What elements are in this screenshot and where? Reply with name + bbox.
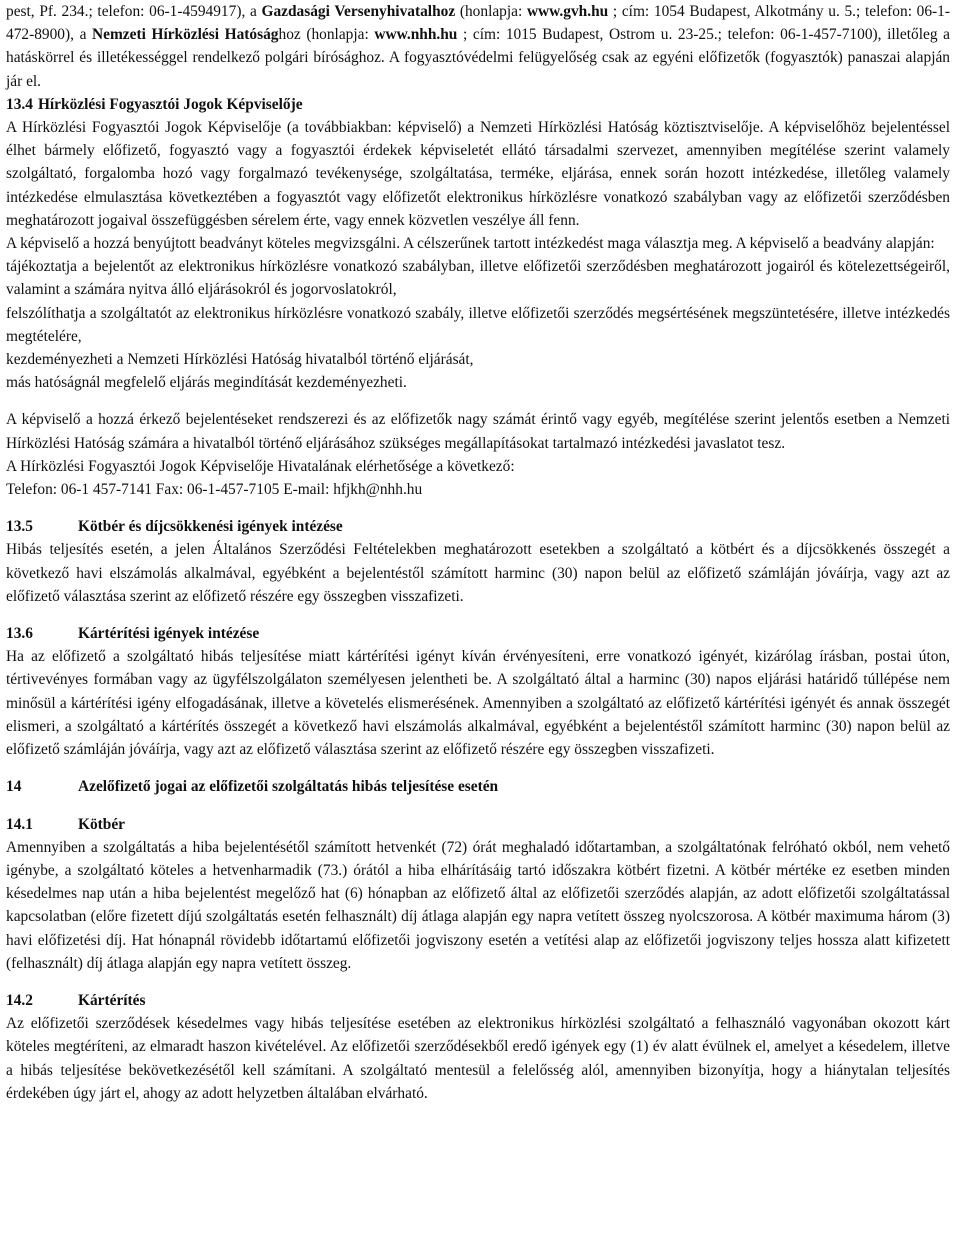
section-13-4-paragraph-3: A képviselő a hozzá érkező bejelentéseket rendszerezi és az előfizetők nagy számát érintő vagy egyéb, megítélése szerint jelentős esetben a Nemzeti Hírközlési Hatóság számára a hivatalból történő eljárásához szükséges megállapításokat tartalmazó intézkedési javaslatot tesz. bbox=[6, 411, 950, 452]
list-item: felszólíthatja a szolgáltatót az elektronikus hírközlésre vonatkozó szabály, illetve előfizetői szerződés megsértésének megszüntetésére, illetve intézkedés megtételére, bbox=[6, 304, 950, 345]
section-number: 14.2 bbox=[6, 991, 33, 1009]
section-title: Kötbér és díjcsökkenési igények intézése bbox=[78, 518, 343, 536]
section-13-4-paragraph-2: A képviselő a hozzá benyújtott beadványt köteles megvizsgálni. A célszerűnek tartott intézkedést maga választja meg. A képviselő a beadvány alapján: bbox=[6, 235, 935, 253]
nhh-name: Nemzeti Hírközlési Hatóság bbox=[92, 26, 279, 44]
nhh-link[interactable]: www.nhh.hu bbox=[374, 26, 458, 44]
section-13-5-heading bbox=[6, 515, 950, 538]
intro-text-2: (honlapja: bbox=[455, 3, 527, 20]
section-13-4-paragraph-4: A Hírközlési Fogyasztói Jogok Képviselője Hivatalának elérhetősége a következő: bbox=[6, 457, 515, 475]
section-number: 14.1 bbox=[6, 815, 33, 833]
list-item: más hatóságnál megfelelő eljárás megindítását kezdeményezheti. bbox=[6, 374, 407, 392]
section-13-6-heading bbox=[6, 622, 950, 645]
section-title: Kártérítés bbox=[78, 991, 146, 1009]
intro-text-1: pest, Pf. 234.; telefon: 06-1-4594917), a bbox=[6, 3, 262, 20]
list-item: tájékoztatja a bejelentőt az elektronikus hírközlésre vonatkozó szabályban, illetve előfizetői szerződésben meghatározott jogairól és kötelezettségeiről, valamint a számára nyitva álló eljárásokról és jogorvoslatokról, bbox=[6, 258, 950, 299]
section-13-6-paragraph: Ha az előfizető a szolgáltató hibás teljesítése miatt kártérítési igényt kíván érvényesíteni, erre vonatkozó igényét, kizárólag írásban, postai úton, tértivevényes formában vagy az ügyfélszolgálaton személyesen jelentheti be. A szolgáltató által a harminc (30) napos eljárási határidő túllépése nem minősül a kártérítési igény elfogadásának, illetve a követelés elismerésének. Amennyiben a szolgáltató az előfizető kártérítési igényét és annak összegét elismeri, a szolgáltató a kártérítés összegét a következő havi elszámolás alkalmával, egyébként a bejelentéstől számított harminc (30) napon belül az előfizető számláján jóváírja, vagy azt az előfizető választása szerint az előfizető részére egy összegben visszafizeti. bbox=[6, 648, 950, 759]
intro-text-3: ; cím: 1054 Budapest, Alkotmány u. 5.; telefon: 06-1-472-8900), a bbox=[6, 3, 950, 44]
intro-paragraph bbox=[6, 0, 950, 93]
section-13-4-heading bbox=[6, 93, 950, 116]
section-title: Kártérítési igények intézése bbox=[78, 625, 260, 643]
section-13-5-paragraph: Hibás teljesítés esetén, a jelen Általános Szerződési Feltételekben meghatározott esetekben a szolgáltató a kötbért és a díjcsökkenés összegét a következő havi elszámolás alkalmával, egyébként a bejelentéstől számított harminc (30) napon belül az előfizető számláján jóváírja, vagy azt az előfizető választása szerint az előfizető részére egy összegben visszafizeti. bbox=[6, 541, 950, 605]
section-14-1-paragraph: Amennyiben a szolgáltatás a hiba bejelentésétől számított hetvenkét (72) órát meghaladó időtartamban, a szolgáltatónak felróható okból, nem vehető igénybe, a szolgáltató köteles a hetvenharmadik (73.) órától a hiba elhárításáig tartó időszakra kötbért fizetni. A kötbér mértéke ez esetben minden késedelmes nap után a hiba bejelentést megelőző hat (6) hónapban az előfizető által az előfizetői szerződés alapján, az adott előfizetői szolgáltatással kapcsolatban (előre fizetett díjú szolgáltatás esetén felhasznált) díj átlaga alapján egy napra vetített összeg nyolcszorosa. A kötbér maximuma három (3) havi előfizetési díj. Hat hónapnál rövidebb időtartamú előfizetői jogviszony esetén a vetítési alap az előfizetői jogviszony teljes hossza alatt kifizetett (felhasznált) díj átlaga alapján egy napra vetített összeg. bbox=[6, 838, 950, 972]
section-number: 13.4 bbox=[6, 95, 33, 113]
section-title: Kötbér bbox=[78, 815, 126, 833]
intro-text-4: hoz (honlapja: bbox=[278, 26, 375, 44]
section-14-2-paragraph: Az előfizetői szerződések késedelmes vagy hibás teljesítése esetében az elektronikus hírközlési szolgáltató a felhasználó vagyonában okozott kárt köteles megtéríteni, az elmaradt haszon kivételével. Az előfizetői szerződésekből eredő igények egy (1) év alatt évülnek el, amelyet a késedelem, illetve a hibás teljesítése bekövetkezésétől kell számítani. A szolgáltató mentesül a felelősség alól, amennyiben bizonyítja, hogy a hiánytalan teljesítés érdekében úgy járt el, ahogy az adott helyzetben általában elvárható. bbox=[6, 1015, 950, 1102]
intro-text-5: ; cím: 1015 Budapest, Ostrom u. 23-25.; telefon: 06-1-457-7100), illetőleg a hatáskörrel és illetékességgel rendelkező polgári bírósághoz. A fogyasztóvédelmi felügyelőség csak az egyéni előfizetők (fogyasztók) panaszai alapján jár el. bbox=[6, 26, 950, 90]
section-number: 13.6 bbox=[6, 625, 33, 643]
gvh-link[interactable]: www.gvh.hu bbox=[526, 3, 609, 20]
section-number: 13.5 bbox=[6, 518, 33, 536]
section-14-2-heading bbox=[6, 989, 950, 1012]
section-number: 14 bbox=[6, 778, 22, 796]
section-title: Hírközlési Fogyasztói Jogok Képviselője bbox=[37, 95, 303, 113]
section-14-heading bbox=[6, 775, 950, 798]
contact-line: Telefon: 06-1 457-7141 Fax: 06-1-457-7105 E-mail: hfjkh@nhh.hu bbox=[6, 481, 423, 499]
list-item: kezdeményezheti a Nemzeti Hírközlési Hatóság hivatalból történő eljárását, bbox=[6, 351, 474, 369]
gvh-name: Gazdasági Versenyhivatalhoz bbox=[261, 3, 456, 20]
section-14-1-heading bbox=[6, 813, 950, 836]
section-13-4-paragraph-1: A Hírközlési Fogyasztói Jogok Képviselője (a továbbiakban: képviselő) a Nemzeti Hírközlési Hatóság köztisztviselője. A képviselőhöz bejelentéssel élhet bármely előfizető, fogyasztó vagy a fogyasztói érdekek képviseletét ellátó társadalmi szervezet, amennyiben megítélése szerint valamely szolgáltató, forgalomba hozó vagy forgalmazó tevékenysége, szolgáltatása, terméke, eljárása, ennek során hozott intézkedése, illetőleg valamely intézkedése elmulasztása következtében a fogyasztót vagy előfizetőt elektronikus hírközlésre vonatkozó szabályban vagy az előfizetői szerződésben meghatározott jogaival összefüggésben sérelem érte, vagy ennek közvetlen veszélye áll fenn. bbox=[6, 119, 950, 229]
section-title: Azelőfizető jogai az előfizetői szolgáltatás hibás teljesítése esetén bbox=[78, 778, 499, 796]
